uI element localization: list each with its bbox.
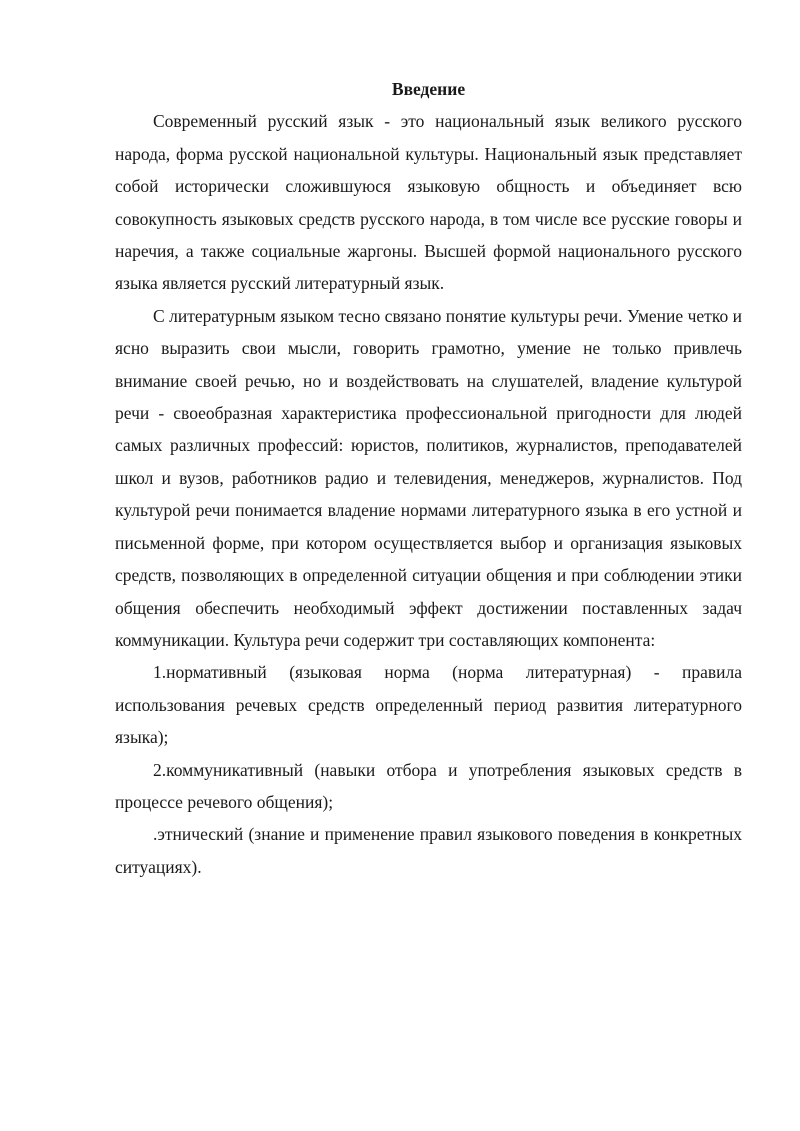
list-item-normative: 1.нормативный (языковая норма (норма литературная) - правила использования речевых средств определенный период развития литературного языка); (115, 662, 742, 748)
paragraph-speech-culture: С литературным языком тесно связано понятие культуры речи. Умение четко и ясно выразить свои мысли, говорить грамотно, умение не только привлечь внимание своей речью, но и воздействовать на слушателей, владение культурой речи - своеобразная характеристика профессиональной пригодности для людей самых различных профессий: юристов, политиков, журналистов, преподавателей школ и вузов, работников радио и телевидения, менеджеров, журналистов. Под культурой речи понимается владение нормами литературного языка в его устной и письменной форме, при котором осуществляется выбор и организация языковых средств, позволяющих в определенной ситуации общения и при соблюдении этики общения обеспечить необходимый эффект достижении поставленных задач коммуникации. Культура речи содержит три составляющих компонента: (115, 305, 742, 650)
document-title: Введение (391, 79, 466, 99)
document-body (115, 73, 742, 883)
paragraph-intro: Современный русский язык - это национальный язык великого русского народа, форма русской национальной культуры. Национальный язык представляет собой исторически сложившуюся языковую общность и объединяет всю совокупность языковых средств русского народа, в том числе все русские говоры и наречия, а также социальные жаргоны. Высшей формой национального русского языка является русский литературный язык. (115, 111, 742, 294)
list-item-ethical: .этнический (знание и применение правил языкового поведения в конкретных ситуациях). (115, 824, 742, 877)
list-item-communicative: 2.коммуникативный (навыки отбора и употребления языковых средств в процессе речевого общения); (115, 759, 742, 812)
